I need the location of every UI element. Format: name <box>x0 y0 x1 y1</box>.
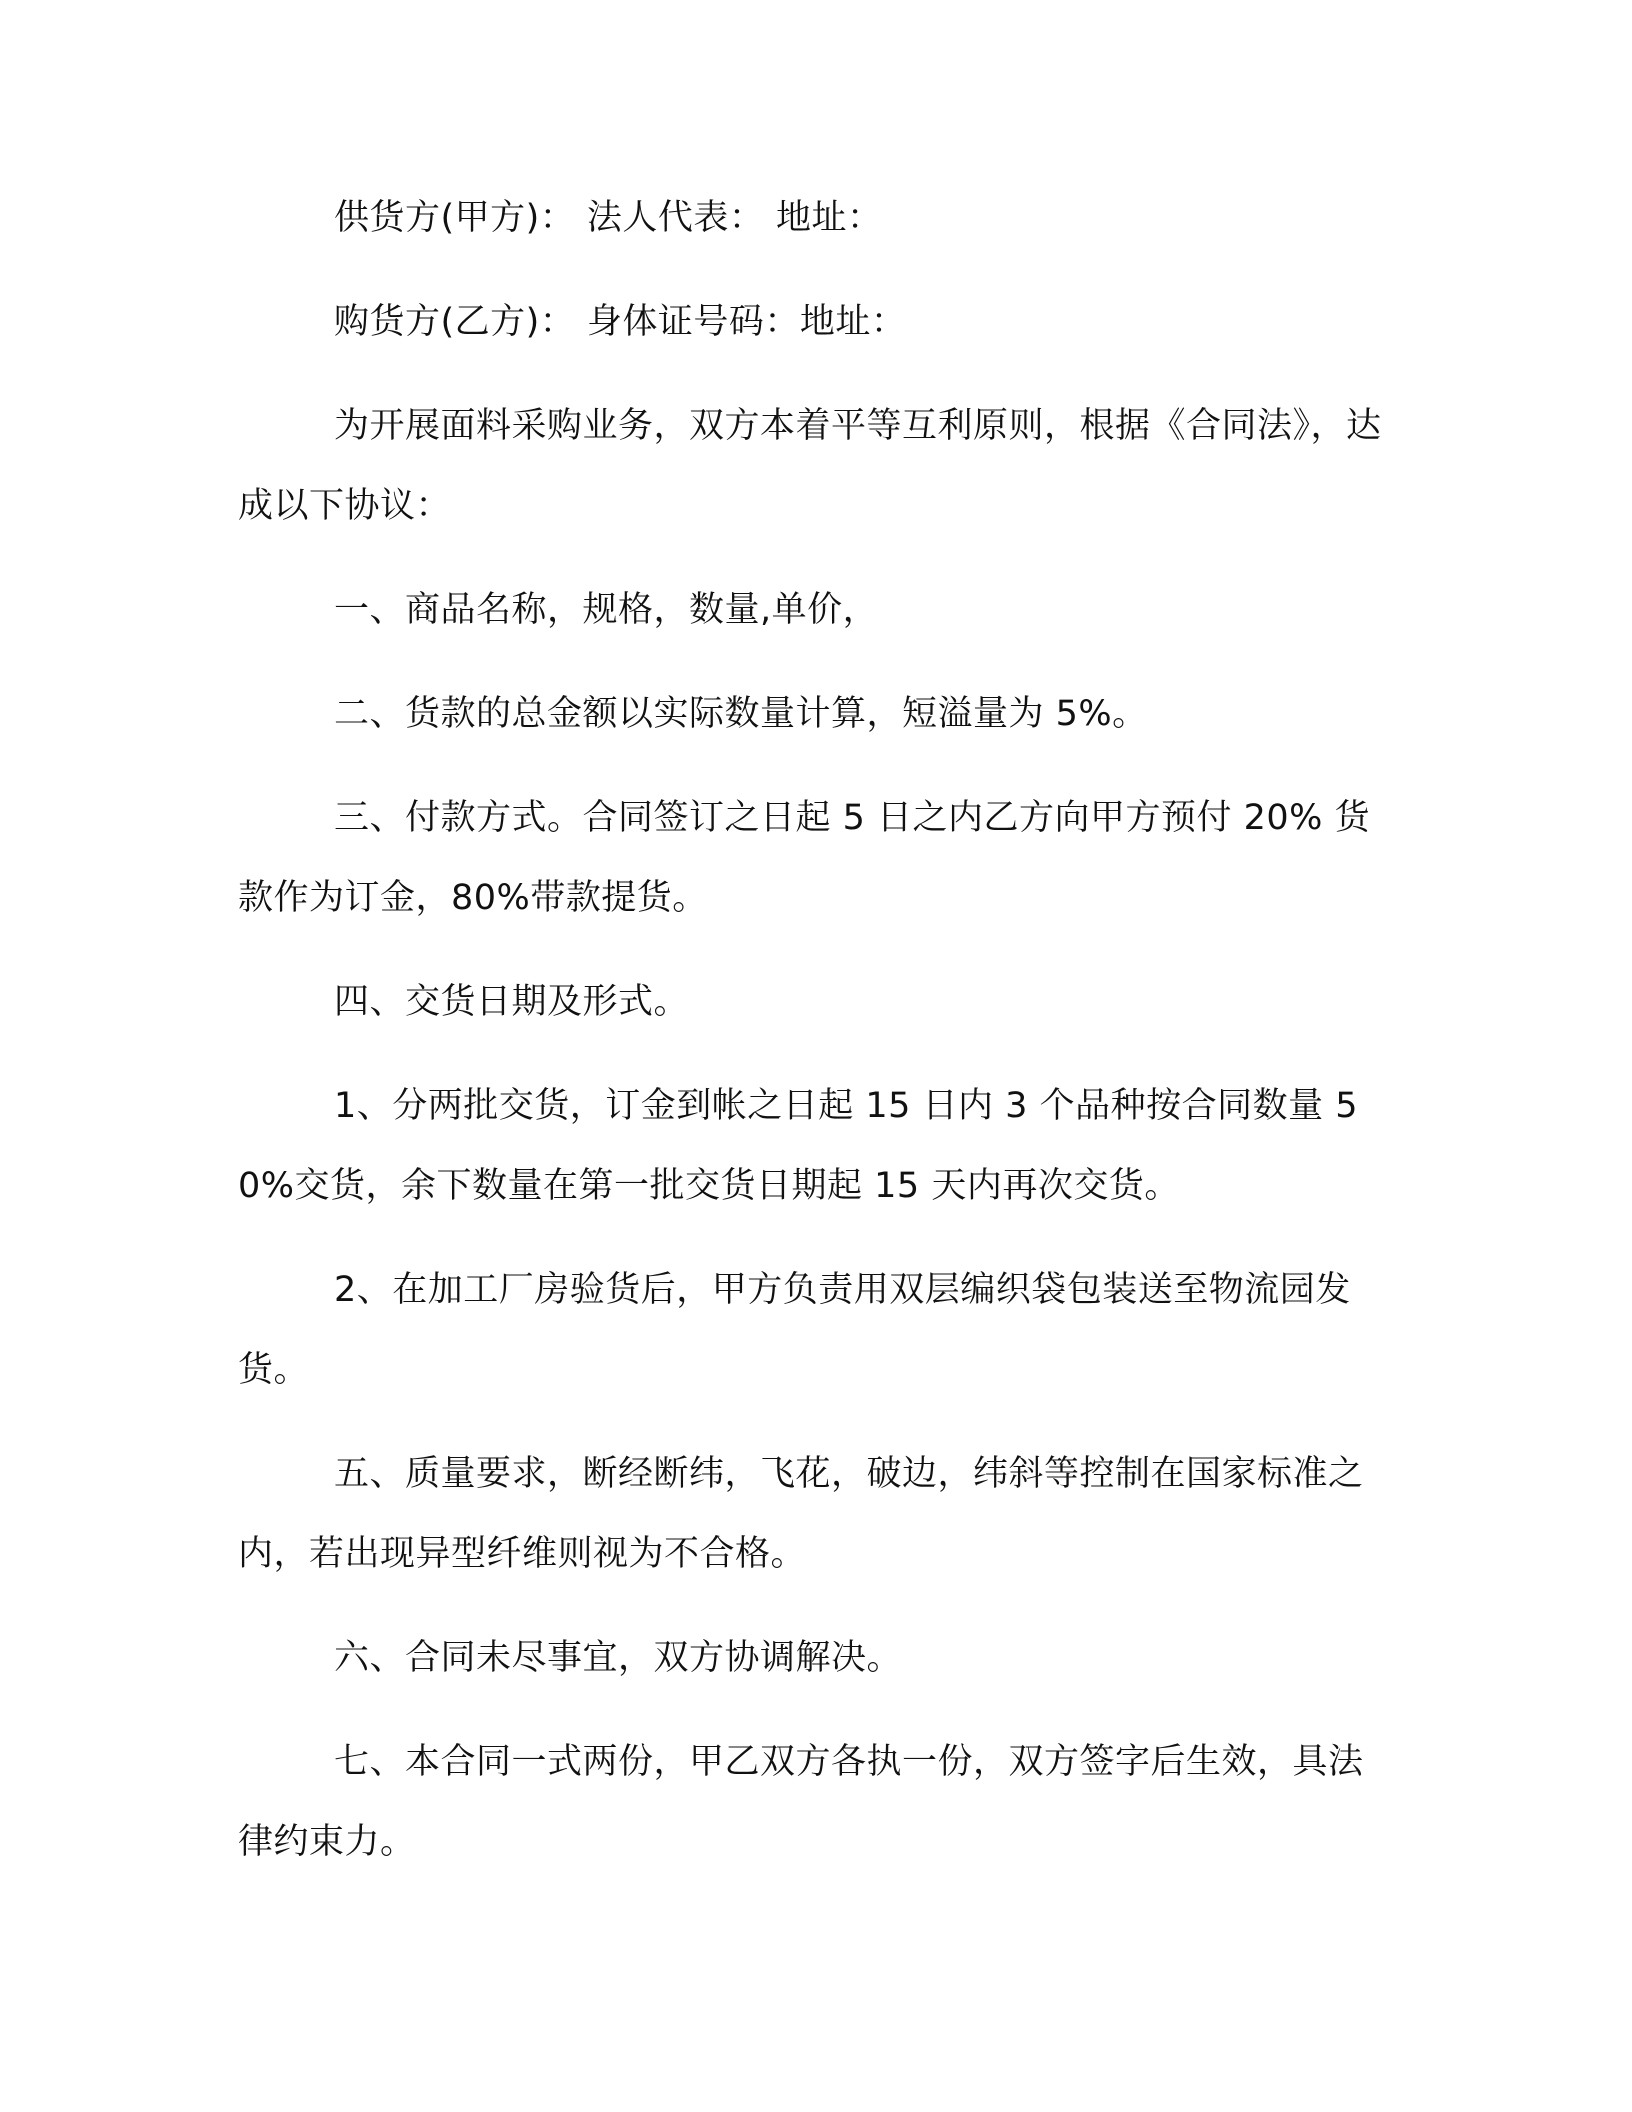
clause-1: 一、商品名称，规格，数量,单价， <box>334 590 879 630</box>
clause-4: 四、交货日期及形式。 <box>334 982 690 1022</box>
clause-4-item-2: 2、在加工厂房验货后，甲方负责用双层编织袋包装送至物流园发货。 <box>238 1270 1351 1390</box>
preamble-paragraph: 为开展面料采购业务，双方本着平等互利原则，根据《合同法》，达成以下协议： <box>238 406 1382 526</box>
contract-body <box>238 178 1398 1906</box>
clause-7: 七、本合同一式两份，甲乙双方各执一份，双方签字后生效，具法律约束力。 <box>238 1742 1364 1862</box>
party-a-line: 供货方(甲方)： 法人代表： 地址： <box>334 198 883 238</box>
clause-3: 三、付款方式。合同签订之日起 5 日之内乙方向甲方预付 20% 货款作为订金，80%带款提货。 <box>238 798 1371 918</box>
clause-5: 五、质量要求，断经断纬，飞花，破边，纬斜等控制在国家标准之内，若出现异型纤维则视为不合格。 <box>238 1454 1364 1574</box>
clause-4-item-1: 1、分两批交货，订金到帐之日起 15 日内 3 个品种按合同数量 50%交货，余下数量在第一批交货日期起 15 天内再次交货。 <box>238 1086 1358 1206</box>
clause-6: 六、合同未尽事宜，双方协调解决。 <box>334 1638 903 1678</box>
clause-2: 二、货款的总金额以实际数量计算，短溢量为 5%。 <box>334 694 1148 734</box>
party-b-line: 购货方(乙方)： 身体证号码：地址： <box>334 302 907 342</box>
